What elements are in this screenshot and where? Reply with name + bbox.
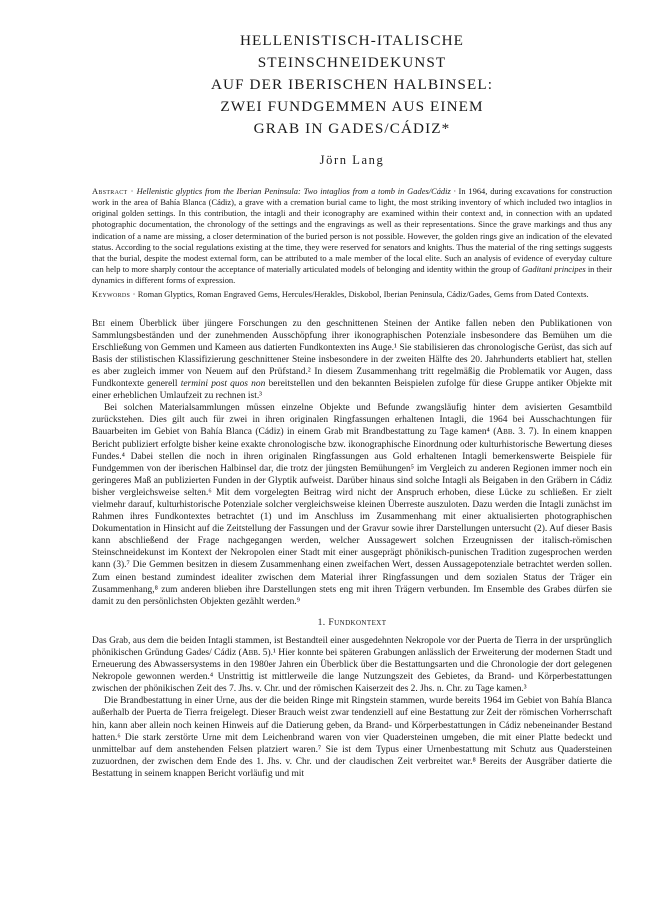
paragraph-text: 5).¹ Hier konnte bei späteren Grabungen anlässlich der Erweiterung der modernen Stadt und Erneuerung des Abwassersystems in den 1980er Jahren ein Überblick über die Bestattungsarten und die Chronologie der dort gelegenen Nekropole gewonnen werden.⁴ Unstrittig ist mittlerweile die lange Nutzungszeit des Gebietes, da Brand- und Körperbestattungen zwischen der phönikischen Zeit des 7. Jhs. v. Chr. und der römischen Kaiserzeit des 2. Jhs. n. Chr. zu Tage kamen.³ [92,648,612,695]
title-line: STEINSCHNEIDEKUNST [257,54,447,71]
article-title [92,30,612,140]
paragraph-text: Die Brandbestattung in einer Urne, aus der die beiden Ringe mit Ringstein stammen, wurde bereits 1964 im Gebiet von Bahía Blanca außerhalb der Puerta de Tierra freigelegt. Dieser Brauch weist zwar tendenziell auf eine Bestattung zur Zeit der römischen Vorherrschaft hin, kann aber allein noch keinen Hinweis auf die Datierung geben, da Brand- und Körperbestattungen in Cádiz nebeneinander Bestand hatten.⁶ Die stark zerstörte Urne mit dem Leichenbrand waren von vier Quadersteinen umgeben, die mit einer Platte bedeckt und unmittelbar auf dem anstehenden Felsen platziert waren.⁷ Sie ist dem Typus einer Urnenbestattung mit Schutz aus Quadersteinen zuzuordnen, der zwischen dem Ende des 1. Jhs. v. Chr. und der claudischen Zeit verbreitet war.⁸ Bereits der Ausgräber datierte die Bestattung in seinem knappen Bericht vorläufig und mit [92,696,612,779]
latin-term: termini post quos non [180,379,266,390]
title-line: ZWEI FUNDGEMMEN AUS EINEM [220,98,484,115]
paragraph-text: Das Grab, aus dem die beiden Intagli stammen, ist Bestandteil einer ausgedehnten Nekropole vor der Puerta de Tierra in der ursprünglich phönikischen Gründung Gades/ Cádiz ( [92,635,612,658]
figure-reference: Abb. [241,648,261,658]
abstract [92,186,612,286]
keywords [92,289,612,300]
abstract-text-end: in their dynamics in different forms of expression. [92,264,613,286]
author-name: Jörn Lang [319,153,385,167]
article-body [92,318,612,780]
body-paragraph [92,402,612,608]
abstract-english-title: Hellenistic glyptics from the Iberian Peninsula: Two intaglios from a tomb in Gades/Cádiz · [136,186,456,196]
section-heading [92,617,612,629]
abstract-italic-term: Gaditani principes [522,264,586,275]
keywords-label: Keywords · [92,289,136,300]
article-page [92,30,612,780]
title-line: HELLENISTISCH-ITALISCHE [239,32,465,49]
body-paragraph [92,695,612,780]
title-line: AUF DER IBERISCHEN HALBINSEL: [210,76,494,93]
keywords-text: Roman Glyptics, Roman Engraved Gems, Hercules/Herakles, Diskobol, Iberian Peninsula, Cádiz/Gades, Gems from Dated Contexts. [137,289,589,300]
figure-reference: Abb. [496,427,515,438]
paragraph-text: Bei solchen Materialsammlungen müssen einzelne Objekte und Befunde zwangsläufig hinter dem avisierten Gesamtbild zurückstehen. Dies gilt auch für zwei in ihren originalen Ringfassungen erhaltenen Intagli, die 1964 bei Ausschachtungen für Bauarbeiten im Gebiet von Bahía Blanca (Cádiz) in einem Grab mit Brandbestattung zu Tage kamen⁴ ( [92,403,612,438]
section-number: 1. [317,616,326,628]
paragraph-text: bereitstellen und den bekannten Beispielen zufolge für diese Gruppe antiker Objekte mit einer erheblichen Umlaufzeit zu rechnen ist.³ [92,379,613,402]
body-paragraph [92,318,612,403]
abstract-label: Abstract · [92,186,134,196]
abstract-text: In 1964, during excavations for construction work in the area of Bahía Blanca (Cádiz), a grave with a cremation burial came to light, the most striking inventory of which included two intaglios in original golden settings. In this contribution, the intagli and their iconography are examined within their context and, in connection with an updated photographic documentation, the chronology of the settings and the engravings as well as their representations. Since the grave markings and thus any indication of a name are missing, a closer determination of the buried person is not possible. However, the golden rings give an indication of the elevated status. According to the social regulations existing at the time, they were reserved for senators and knights. Thus the material of the ring settings suggests that the burial, despite the modest external form, can be attributed to a male member of the local elite. Such an analysis of evidence of everyday culture can help to more sharply contour the acceptance of materially articulated models of belonging and identity within the group of [92,186,613,275]
body-paragraph [92,635,612,695]
section-title: Fundkontext [328,616,387,628]
paragraph-lead: Bei [92,318,105,329]
paragraph-text: einem Überblick über jüngere Forschungen zu den geschnittenen Steinen der Antike fallen neben den Publikationen von Sammlungsbeständen und der zunehmenden Ausschöpfung ihrer ikonographischen Potenziale insbesondere das Bemühen um die Erschließung von Gemmen und Kameen aus datierten Fundkontexten ins Auge.¹ Sie stabilisieren das chronologische Gerüst, das sich auf Basis der stilistischen Klassifizierung geschnittener Steine insbesondere in der zweiten Hälfte des 20. Jahrhunderts etabliert hat, stellen es aber zugleich immer von Neuem auf den Prüfstand.² In diesem Zusammenhang tritt regelmäßig die Problematik vor Augen, dass Fundkontexte generell [92,318,613,390]
title-line: GRAB IN GADES/CÁDIZ* [253,120,451,137]
paragraph-text: 3. 7). In einem knappen Bericht publiziert erfolgte bisher keine exakte chronologische bzw. ikonographische Einordnung oder kulturhistorische Bewertung dieses Fundes.⁴ Dabei stellen die noch in ihren originalen Ringfassungen aus Gold erhaltenen Intagli bemerkenswerte Beispiele für Fundgemmen von der iberischen Halbinsel dar, die trotz der jüngsten Bemühungen⁵ im Vergleich zu anderen Regionen immer noch ein geringeres Maß an publizierten Funden in der Glyptik aufweist. Darüber hinaus sind solche Intagli als Beigaben in den Gräbern in Cádiz bisher vergleichsweise selten.⁶ Mit dem vorgelegten Beitrag wird nicht der Anspruch erhoben, diese Lücke zu schließen. Er zielt vielmehr darauf, kulturhistorische Potenziale solcher vergleichsweise kleinen Überreste auszuloten. Dazu werden die Intagli zunächst im Rahmen ihres Fundkontextes betrachtet (1) und im Anschluss im Zusammenhang mit einer aktualisierten photographischen Dokumentation in Hinsicht auf die Zeitstellung der Fassungen und der Gravur sowie ihrer Darstellungen untersucht (2). Auf dieser Basis kann abschließend der Frage nachgegangen werden, welcher Aussagewert solchen Erzeugnissen der italisch-römischen Steinschneidekunst im Kontext der Nekropolen einer Stadt mit einer ausgeprägt phönikisch-punischen Tradition zugesprochen werden kann (3).⁷ Die Gemmen besitzen in diesem Zusammenhang einen zweifachen Wert, dessen Aussagepotenziale betrachtet werden sollen. Zum einen bestand zumindest idealiter zwischen dem Material ihrer Ringfassungen und dem sozialen Status der Träger ein Zusammenhang,⁸ zum anderen blieben ihre Darstellungen stets eng mit ihren Trägern verbunden. Im Ensemble des Grabes dürfen sie damit zu den persönlichsten Objekten gezählt werden.⁹ [92,427,612,607]
